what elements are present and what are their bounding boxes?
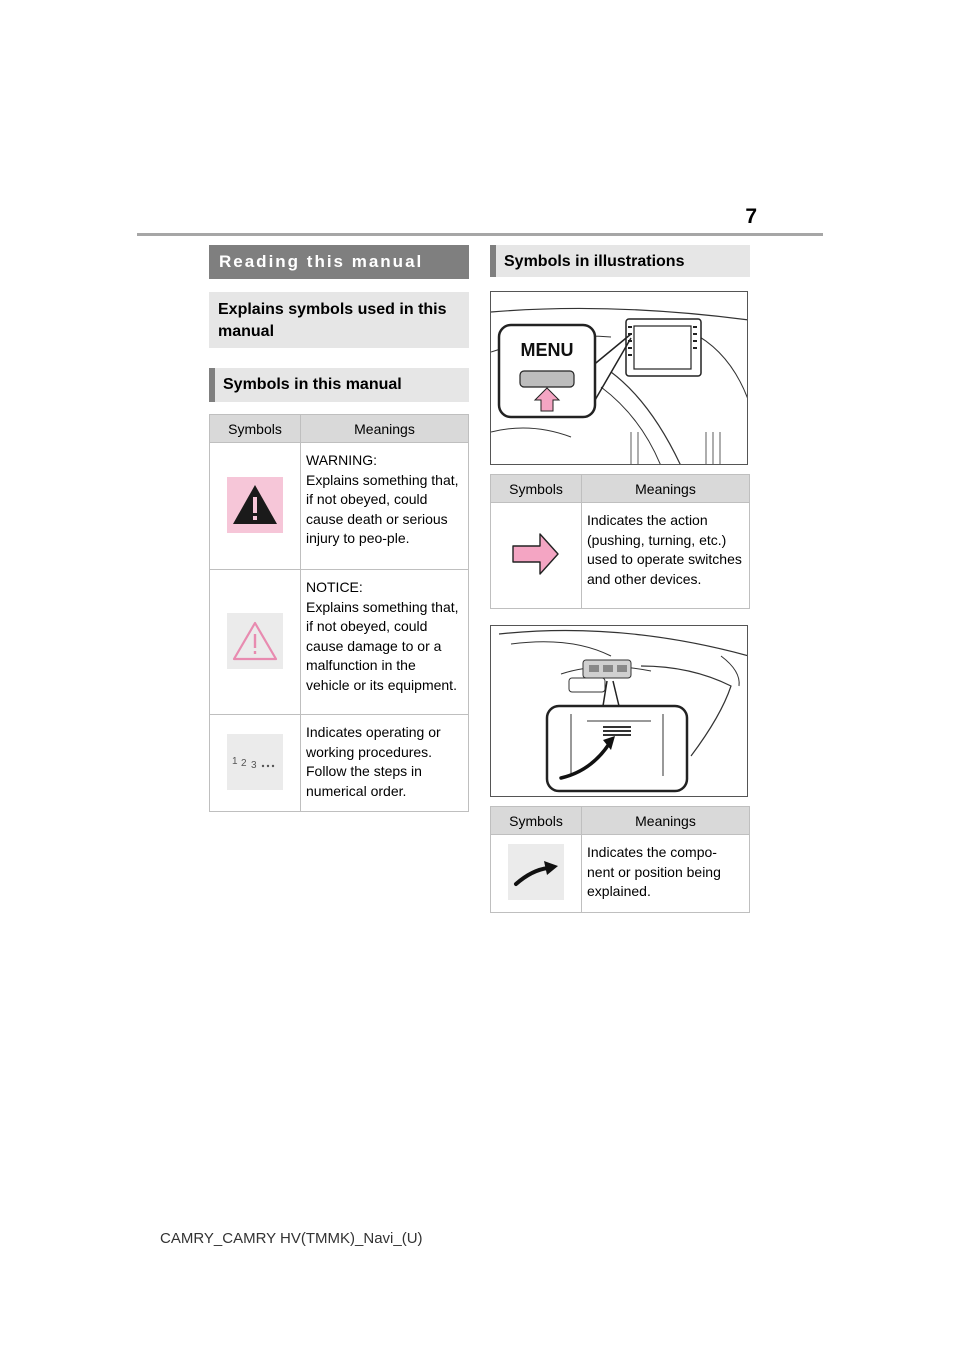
footer-text: CAMRY_CAMRY HV(TMMK)_Navi_(U)	[160, 1230, 423, 1247]
col-header-symbols: Symbols	[210, 415, 301, 443]
section-title-illustrations: Symbols in illustrations	[490, 245, 750, 277]
svg-text:1: 1	[232, 755, 238, 767]
symbols-table	[209, 414, 469, 812]
col-header-meanings: Meanings	[301, 415, 469, 443]
svg-text:3: 3	[251, 759, 257, 771]
illustration-dashboard-menu	[490, 291, 748, 465]
procedure-steps-icon	[227, 734, 283, 790]
illustration-overhead-console	[490, 625, 748, 797]
meaning-warning: WARNING: Explains something that, if not obeyed, could cause death or serious injury to peo-ple.	[301, 443, 469, 570]
table-row	[491, 835, 750, 913]
warning-icon	[227, 477, 283, 533]
meaning-notice: NOTICE: Explains something that, if not obeyed, could cause damage to or a malfunction in the vehicle or its equipment.	[301, 570, 469, 715]
left-column	[209, 245, 469, 812]
col-header-meanings: Meanings	[582, 475, 750, 503]
table-row	[210, 443, 469, 570]
table-row	[210, 715, 469, 812]
pointer-arrow-icon	[508, 844, 564, 900]
notice-icon	[227, 613, 283, 669]
action-arrow-icon	[508, 526, 564, 582]
menu-label: MENU	[520, 340, 574, 360]
intro-text: Explains symbols used in this manual	[209, 292, 469, 348]
sub-title-symbols: Symbols in this manual	[209, 368, 469, 402]
illustration-table-action	[490, 474, 750, 609]
table-row	[491, 503, 750, 609]
meaning-pointer: Indicates the compo-nent or position being explained.	[582, 835, 750, 913]
right-column	[490, 245, 750, 913]
col-header-symbols: Symbols	[491, 475, 582, 503]
illustration-table-pointer	[490, 806, 750, 913]
meaning-procedure: Indicates operating or working procedures. Follow the steps in numerical order.	[301, 715, 469, 812]
table-row	[210, 570, 469, 715]
col-header-meanings: Meanings	[582, 807, 750, 835]
section-title-reading: Reading this manual	[209, 245, 469, 279]
svg-text:2: 2	[241, 757, 247, 769]
page-number: 7	[745, 205, 757, 228]
meaning-action: Indicates the action (pushing, turning, etc.) used to operate switches and other devices.	[582, 503, 750, 609]
top-rule	[137, 233, 823, 236]
col-header-symbols: Symbols	[491, 807, 582, 835]
